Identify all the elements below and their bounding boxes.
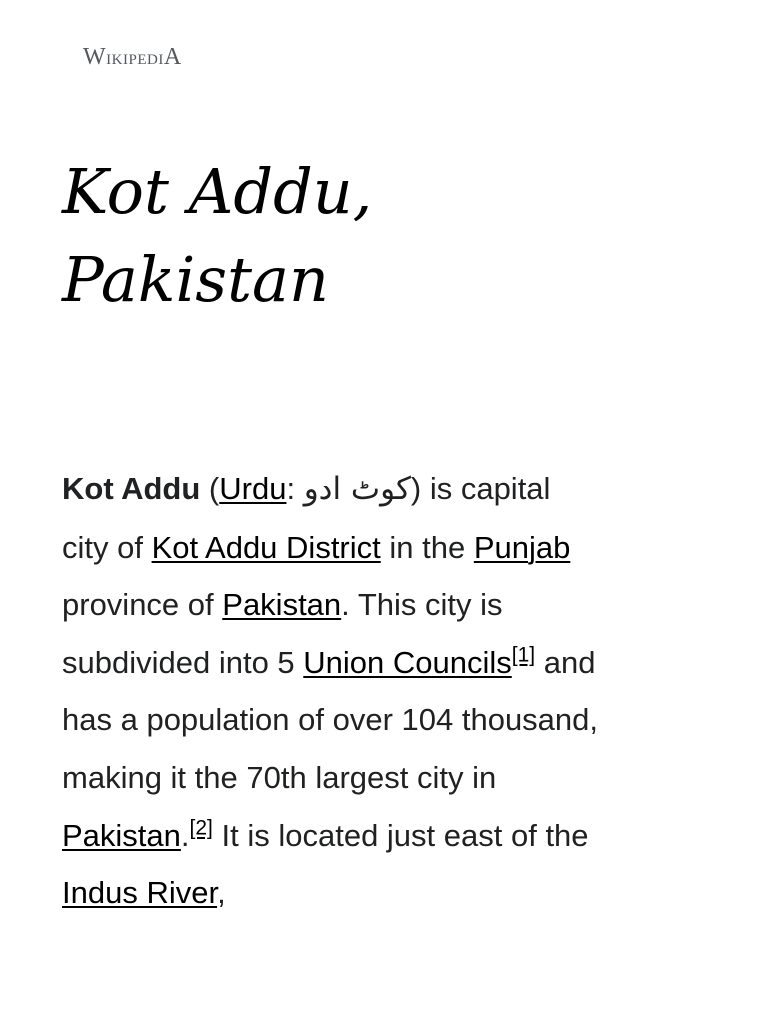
lead-text: ) is capital city of <box>62 471 551 565</box>
lead-text: It is located just east of the <box>212 817 589 853</box>
union-councils-link[interactable]: Union Councils <box>303 644 512 680</box>
page-title-line-2: Pakistan <box>62 243 329 316</box>
kot-addu-district-link[interactable]: Kot Addu District <box>151 529 381 565</box>
reference-2[interactable] <box>190 816 213 839</box>
article-subject: Kot Addu <box>62 471 201 506</box>
lead-text: . This city is subdivided into 5 <box>62 587 503 680</box>
indus-river-link[interactable]: Indus River <box>62 875 218 911</box>
wordmark-initial: W <box>83 44 107 70</box>
lead-text: province of <box>62 587 223 623</box>
urdu-name: کوٹ ادو <box>303 471 411 507</box>
punjab-link[interactable]: Punjab <box>473 529 571 565</box>
reference-1[interactable] <box>512 643 535 666</box>
lead-text: ( <box>200 471 220 506</box>
lead-text: in the <box>380 529 474 565</box>
urdu-link[interactable]: Urdu <box>219 471 287 506</box>
pakistan-link[interactable]: Pakistan <box>222 587 342 623</box>
pakistan-link-2[interactable]: Pakistan <box>62 817 181 853</box>
wikipedia-wordmark[interactable] <box>83 44 182 71</box>
page-title-line-1: Kot Addu, <box>62 155 373 228</box>
reference-2-link[interactable]: [2] <box>189 816 213 840</box>
lead-paragraph <box>62 460 602 922</box>
wordmark-final: A <box>163 44 182 70</box>
lead-text: . <box>180 817 190 853</box>
reference-1-link[interactable]: [1] <box>511 643 536 667</box>
page-title <box>62 148 702 324</box>
lead-text: , <box>217 875 226 911</box>
lead-text: : <box>286 471 304 506</box>
lead-text: and has a population of over 104 thousand, making it the 70th largest city in <box>62 644 599 795</box>
wordmark-middle: ikipedi <box>106 45 164 69</box>
